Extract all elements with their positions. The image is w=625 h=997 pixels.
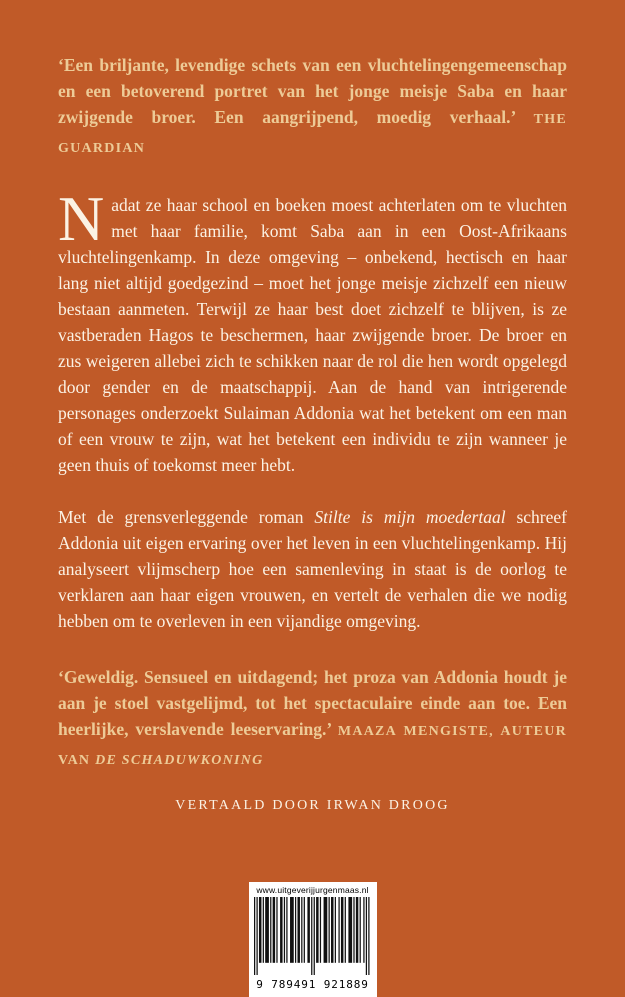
synopsis-text-2a: Met de grensverleggende roman xyxy=(58,507,315,527)
synopsis-text-2b: schreef Addonia uit eigen ervaring over het leven in een vluchtelingenkamp. Hij analyseert vlijmscherp hoe een samenleving in staat is de oorlog te verklaren aan haar eigen vrouwen, en vertelt de verhalen die we nodig hebben om te overleven in een vijandige omgeving. xyxy=(58,507,567,631)
synopsis-paragraph-2 xyxy=(58,504,567,634)
publisher-url: www.uitgeverijjurgenmaas.nl xyxy=(256,885,369,895)
drop-cap: N xyxy=(58,183,105,254)
bottom-quote xyxy=(58,664,567,774)
bottom-quote-text: ‘Geweldig. Sensueel en uitdagend; het proza van Addonia houdt je aan je stoel vastgelijmd, tot het spectaculaire einde aan toe. Een heerlijke, verslavende leeservaring.’ xyxy=(58,667,567,739)
top-quote-attribution: THE GUARDIAN xyxy=(58,112,567,156)
bottom-quote-attribution: MAAZA MENGISTE, AUTEUR VAN xyxy=(58,724,567,768)
isbn-number: 9 789491 921889 xyxy=(256,978,369,991)
translator-line: VERTAALD DOOR IRWAN DROOG xyxy=(175,798,450,813)
book-title: Stilte is mijn moedertaal xyxy=(314,507,506,527)
bottom-quote-attribution-booktitle: DE SCHADUWKONING xyxy=(95,753,264,768)
top-quote xyxy=(58,52,567,162)
barcode-icon xyxy=(254,897,372,975)
synopsis-text-1: adat ze haar school en boeken moest achterlaten om te vluchten met haar familie, komt Saba aan in een Oost-Afrikaans vluchtelingenkamp. In deze omgeving – onbekend, hectisch en haar lang niet altijd goedgezind – moet het jonge meisje zichzelf een nieuw bestaan aanmeten. Terwijl ze haar best doet zichzelf te blijven, is ze vastberaden Hagos te beschermen, haar zwijgende broer. De broer en zus weigeren allebei zich te schikken naar de rol die hen wordt opgelegd door gender en de maatschappij. Aan de hand van intrigerende personages onderzoekt Sulaiman Addonia wat het betekent om een man of een vrouw te zijn, wat het betekent een individu te zijn wanneer je geen thuis of toekomst meer hebt. xyxy=(58,195,567,475)
synopsis-paragraph-1 xyxy=(58,183,567,478)
barcode-block xyxy=(249,882,377,997)
top-quote-text: ‘Een briljante, levendige schets van een vluchtelingengemeenschap en een betoverend portret van het jonge meisje Saba en haar zwijgende broer. Een aangrijpend, moedig verhaal.’ xyxy=(58,55,567,127)
